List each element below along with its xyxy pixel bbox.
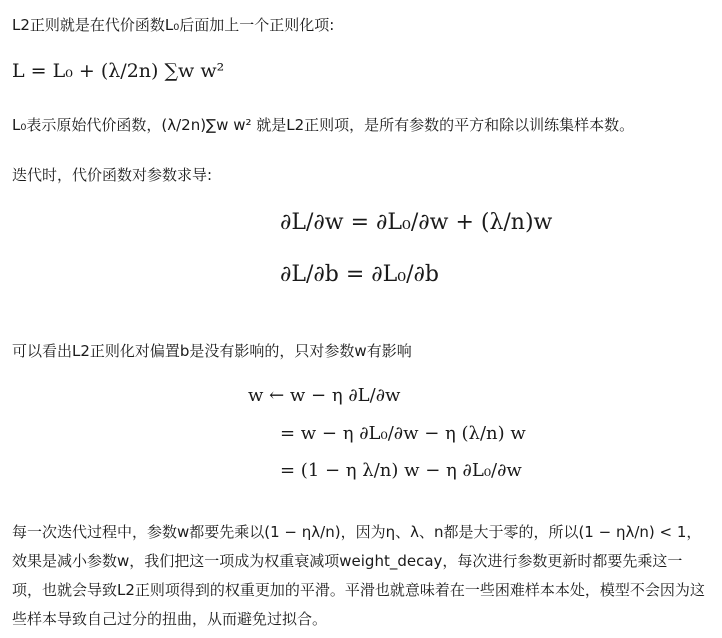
update-line-3: = (1 − η λ/n) w − η ∂L₀/∂w [280, 460, 522, 481]
bias-note: 可以看出L2正则化对偏置b是没有影响的，只对参数w有影响 [12, 342, 412, 360]
intro-text: L2正则就是在代价函数L₀后面加上一个正则化项: [12, 16, 335, 34]
l2-loss-formula: L = L₀ + (λ/2n) ∑w w² [12, 60, 225, 82]
conclusion-paragraph: 每一次迭代过程中，参数w都要先乘以(1 − ηλ/n)，因为η、λ、n都是大于零的，所以(1 − ηλ/n) < 1，效果是减小参数w，我们把这一项成为权重衰减项weight_decay，每次进行参数更新时都要先乘这一项，也就会导致L2正则项得到的权重更加的平滑。平滑也就意味着在一些困难样本本处，模型不会因为这些样本导致自己过分的扭曲，从而避免过拟合。 [12, 523, 705, 628]
derivative-b-equation: ∂L/∂b = ∂L₀/∂b [280, 262, 439, 287]
derivative-w-equation: ∂L/∂w = ∂L₀/∂w + (λ/n)w [280, 210, 553, 235]
l2-term-explanation: L₀表示原始代价函数，(λ/2n)∑w w² 就是L2正则项，是所有参数的平方和除以训练集样本数。 [12, 116, 635, 134]
update-line-1: w ← w − η ∂L/∂w [248, 385, 401, 406]
iterate-intro: 迭代时，代价函数对参数求导: [12, 166, 213, 184]
update-line-2: = w − η ∂L₀/∂w − η (λ/n) w [280, 423, 526, 444]
